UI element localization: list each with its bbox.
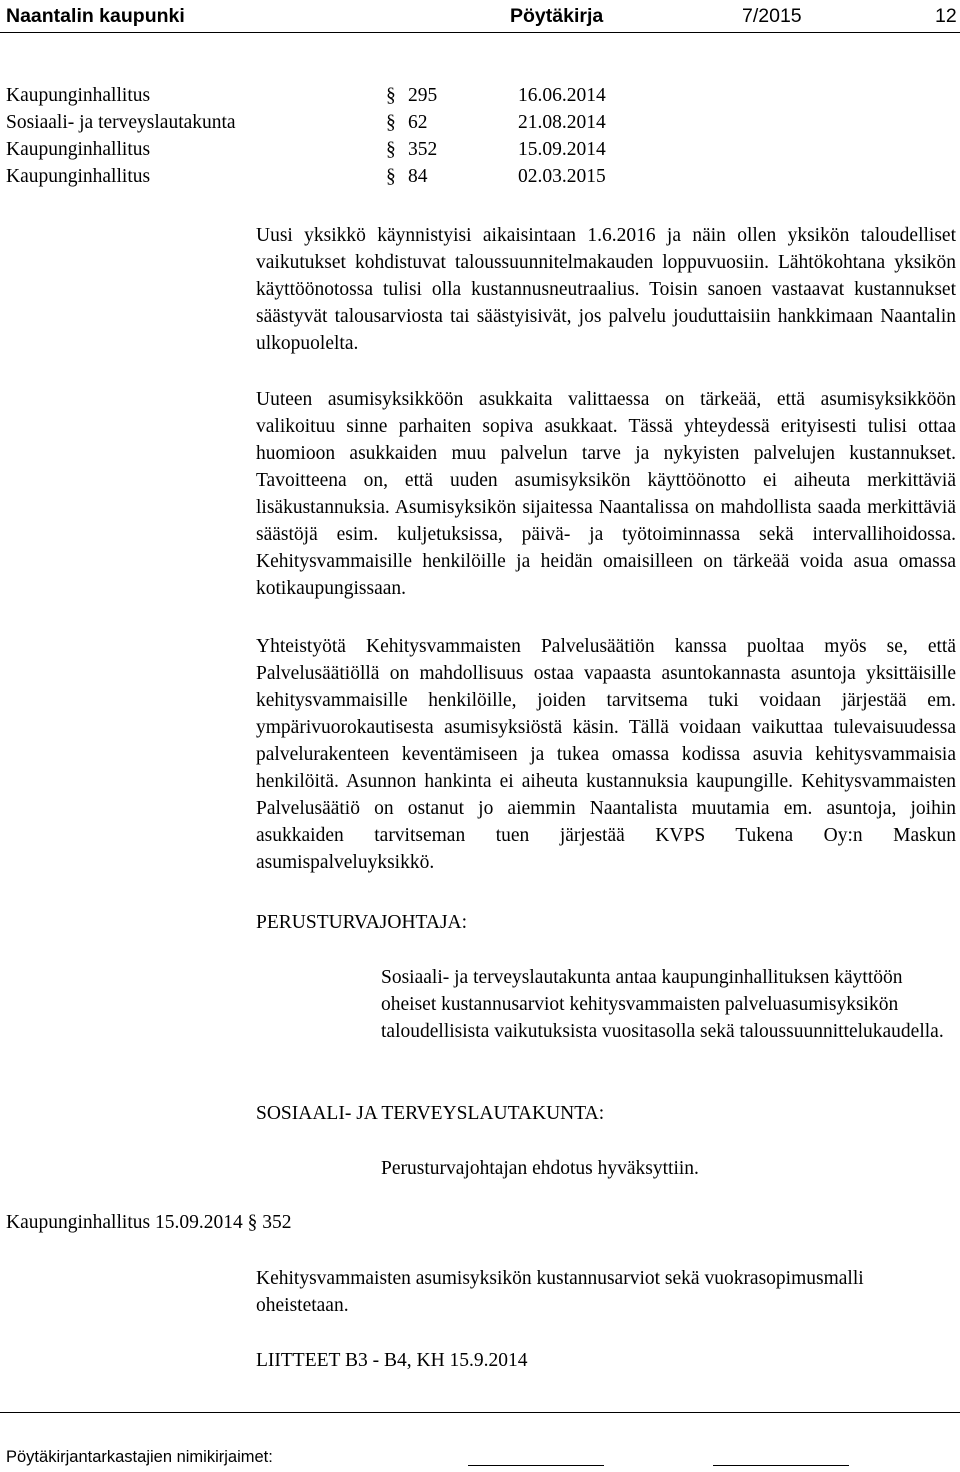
decision-heading: SOSIAALI- JA TERVEYSLAUTAKUNTA: xyxy=(256,1103,605,1124)
board-entry-text: Kehitysvammaisten asumisyksikön kustannusarviot sekä vuokrasopimusmalli oheistetaan. xyxy=(256,1268,864,1316)
decision-text: Perusturvajohtajan ehdotus hyväksyttiin. xyxy=(381,1158,699,1179)
history-date: 15.09.2014 xyxy=(518,139,606,160)
section-sign: § xyxy=(386,166,396,187)
history-body: Kaupunginhallitus xyxy=(6,85,151,106)
board-reference: Kaupunginhallitus 15.09.2014 § 352 xyxy=(6,1212,292,1233)
organization-name: Naantalin kaupunki xyxy=(6,5,185,27)
history-row xyxy=(6,163,706,190)
history-row xyxy=(6,136,706,163)
document-type: Pöytäkirja xyxy=(510,5,604,27)
minutes-number: 7/2015 xyxy=(742,5,802,27)
signature-line xyxy=(468,1465,604,1466)
proposal-heading: PERUSTURVAJOHTAJA: xyxy=(256,912,468,933)
section-sign: § xyxy=(386,112,396,133)
section-sign: § xyxy=(386,85,396,106)
signature-label: Pöytäkirjantarkastajien nimikirjaimet: xyxy=(6,1448,273,1466)
history-body: Sosiaali- ja terveyslautakunta xyxy=(6,112,236,133)
page-number: 12 xyxy=(935,5,957,27)
body-paragraph: Uusi yksikkö käynnistyisi aikaisintaan 1.6.2016 ja näin ollen yksikön taloudelliset vaikutukset kohdistuvat taloussuunnitelmakauden loppuvuosiin. Lähtökohtana yksikön käyttöönotossa tulisi olla kustannusneutraalius. Toisin sanoen vastaavat kustannukset säästyvät talousarviosta tai säästyisivät, jos palvelu jouduttaisiin hankkimaan Naantalin ulkopuolelta. xyxy=(256,225,956,354)
body-paragraph: Uuteen asumisyksikköön asukkaita valittaessa on tärkeää, että asumisyksikköön valikoituu sinne parhaiten sopiva asukkaat. Tässä yhteydessä erityisesti tulisi ottaa huomioon asukkaiden muu palvelun tarve ja nykyisten palvelujen kustannukset. Tavoitteena on, että uuden asumisyksikön käyttöönotto ei aiheuta merkittäviä lisäkustannuksia. Asumisyksikön sijaitessa Naantalissa on mahdollista saada merkittäviä säästöjä esim. kuljetuksissa, päivä- ja työtoiminnassa sekä intervallihoidossa. Kehitysvammaisille henkilöille ja heidän omaisilleen on tärkeää voida asua omassa kotikaupungissaan. xyxy=(256,389,956,599)
section-sign: § xyxy=(386,139,396,160)
history-date: 21.08.2014 xyxy=(518,112,606,133)
history-body: Kaupunginhallitus xyxy=(6,139,151,160)
proposal-text: Sosiaali- ja terveyslautakunta antaa kaupunginhallituksen käyttöön oheiset kustannusarviot kehitysvammaisten palveluasumisyksikön taloudellisista vaikutuksista vuositasolla sekä taloussuunnittelukaudella. xyxy=(381,967,944,1042)
document-header xyxy=(0,0,960,33)
footer-divider xyxy=(0,1412,960,1413)
history-date: 16.06.2014 xyxy=(518,85,606,106)
history-date: 02.03.2015 xyxy=(518,166,606,187)
body-paragraph: Yhteistyötä Kehitysvammaisten Palvelusäätiön kanssa puoltaa myös se, että Palvelusäätiöllä on mahdollisuus ostaa vapaasta asuntokannasta asuntoja yksittäisille kehitysvammaisille henkilöille, joiden tarvitsema tuki voidaan järjestää em. ympärivuorokautisesta asumisyksiöstä käsin. Tällä voidaan vaikuttaa tulevaisuudessa palvelurakenteen keventämiseen ja tukea omassa kodissa asuvia kehitysvammaisia henkilöitä. Asunnon hankinta ei aiheuta kustannuksia kaupungille. Kehitysvammaisten Palvelusäätiö on ostanut jo aiemmin Naantalista muutamia em. asuntoja, joihin asukkaiden tarvitseman tuen järjestää KVPS Tukena Oy:n Maskun asumispalveluyksikkö. xyxy=(256,636,956,873)
signature-line xyxy=(713,1465,849,1466)
history-number: 84 xyxy=(408,166,428,187)
attachments-note: LIITTEET B3 - B4, KH 15.9.2014 xyxy=(256,1350,528,1371)
history-number: 62 xyxy=(408,112,428,133)
history-number: 295 xyxy=(408,85,438,106)
history-row xyxy=(6,82,706,109)
history-number: 352 xyxy=(408,139,438,160)
history-row xyxy=(6,109,706,136)
history-body: Kaupunginhallitus xyxy=(6,166,151,187)
